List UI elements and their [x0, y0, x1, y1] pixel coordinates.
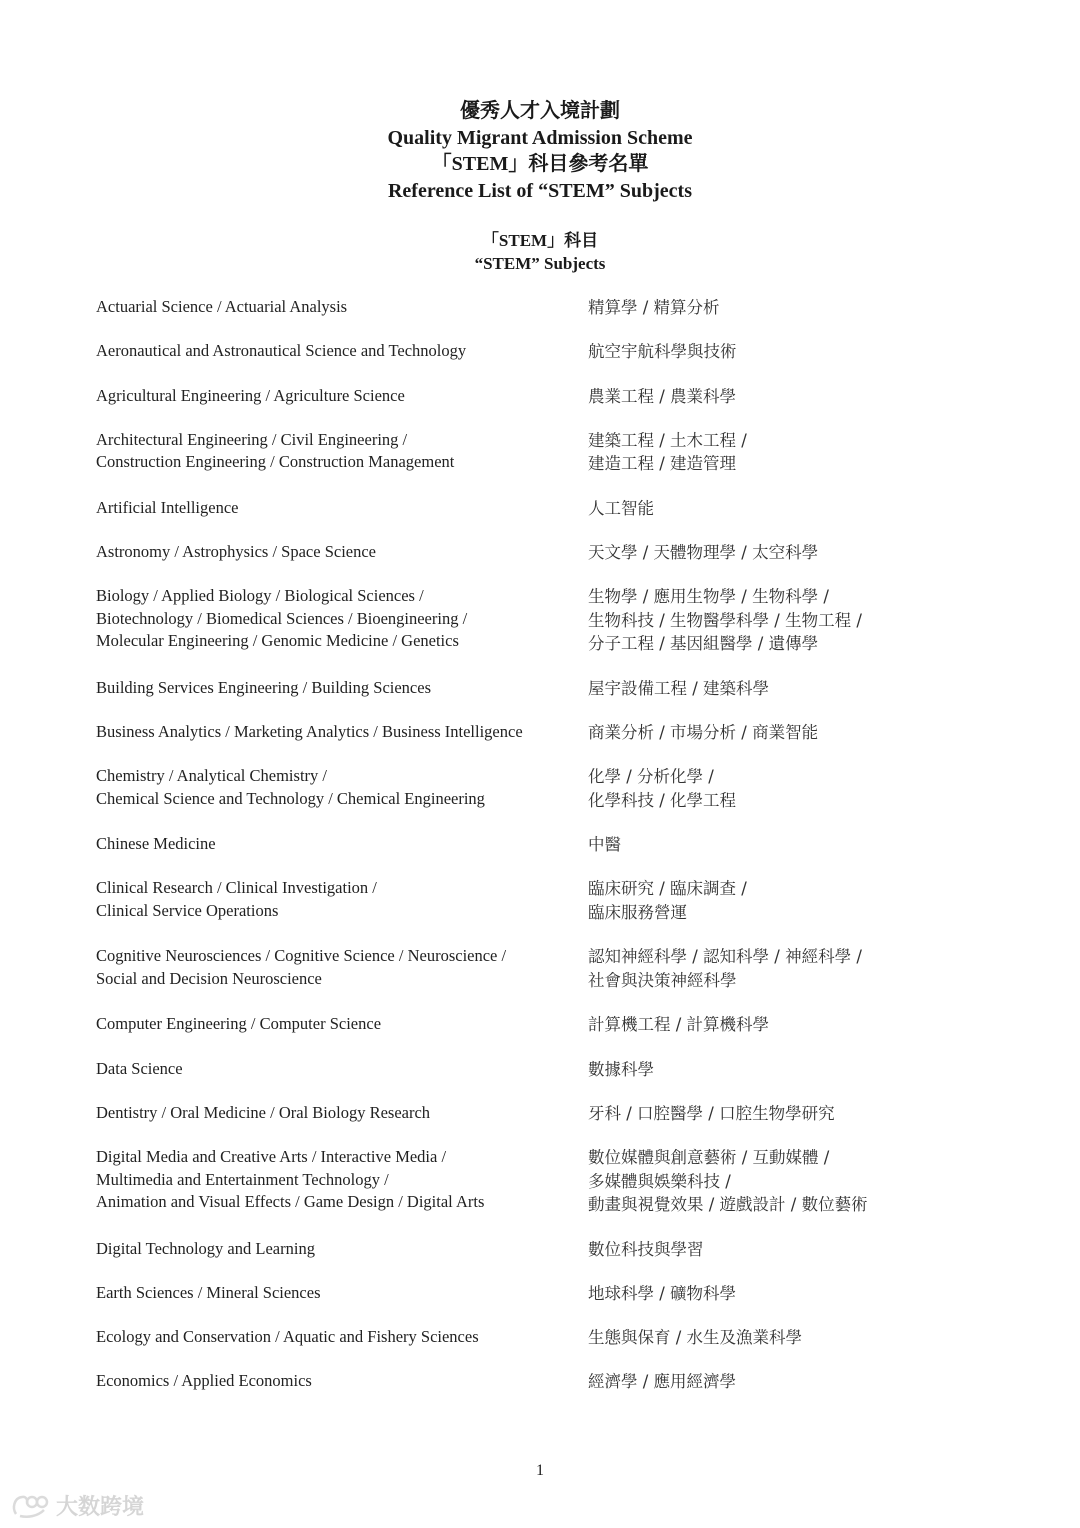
subject-row [0, 497, 1080, 521]
subject-zh-line: 生物學 / 應用生物學 / 生物科學 / [588, 587, 829, 607]
subject-row [0, 877, 1080, 924]
subject-zh-line: 化學 / 分析化學 / [588, 767, 714, 787]
subject-en-line: Clinical Service Operations [96, 901, 279, 921]
subject-zh [588, 340, 1028, 364]
subject-row [0, 541, 1080, 565]
subject-en [96, 541, 576, 564]
section-heading [0, 229, 1080, 275]
subject-en-line: Biology / Applied Biology / Biological Sciences / [96, 586, 424, 606]
subject-zh [588, 945, 1028, 992]
subtitle-en: Reference List of “STEM” Subjects [387, 179, 693, 202]
watermark-text: 大数跨境 [56, 1495, 145, 1520]
subject-zh-line: 臨床研究 / 臨床調查 / [588, 879, 747, 899]
subject-zh-line: 臨床服務營運 [588, 903, 687, 923]
title-zh: 優秀人才入境計劃 [460, 100, 620, 122]
subject-zh-line: 地球科學 / 礦物科學 [588, 1283, 737, 1303]
subject-en [96, 1013, 576, 1036]
subject-en [96, 1370, 576, 1393]
subject-row [0, 833, 1080, 857]
subject-zh-line: 中醫 [588, 835, 621, 855]
subject-en [96, 765, 576, 810]
subject-en [96, 340, 576, 363]
subject-en-line: Chemistry / Analytical Chemistry / [96, 766, 327, 786]
subject-en [96, 1326, 576, 1349]
subject-row [0, 1238, 1080, 1262]
subject-zh [588, 1102, 1028, 1126]
subject-en-line: Economics / Applied Economics [96, 1371, 312, 1391]
subject-zh-line: 屋宇設備工程 / 建築科學 [588, 678, 770, 698]
subject-zh-line: 認知神經科學 / 認知科學 / 神經科學 / [588, 947, 862, 967]
subject-en-line: Dentistry / Oral Medicine / Oral Biology Research [96, 1102, 431, 1122]
subject-zh-line: 精算學 / 精算分析 [588, 298, 720, 317]
subject-en-line: Digital Media and Creative Arts / Interactive Media / [96, 1147, 447, 1167]
subject-zh [588, 877, 1028, 924]
subject-zh-line: 人工智能 [588, 498, 654, 518]
subject-zh [588, 1326, 1028, 1350]
section-heading-zh: 「STEM」科目 [481, 231, 599, 250]
subject-en [96, 721, 576, 744]
document-header [0, 98, 1080, 204]
subject-zh [588, 721, 1028, 745]
subject-zh-line: 化學科技 / 化學工程 [588, 790, 737, 810]
subject-en [96, 429, 576, 474]
subject-row [0, 1370, 1080, 1394]
watermark [10, 1490, 144, 1521]
subject-en-line: Architectural Engineering / Civil Engineering / [96, 429, 408, 449]
subject-zh [588, 296, 1028, 320]
subject-zh-line: 數位科技與學習 [588, 1239, 704, 1259]
subject-en-line: Building Services Engineering / Building Sciences [96, 677, 431, 697]
subject-en-line: Ecology and Conservation / Aquatic and Fishery Sciences [96, 1327, 479, 1347]
subject-row [0, 677, 1080, 701]
subject-en [96, 833, 576, 856]
subject-row [0, 1102, 1080, 1126]
subject-en-line: Biotechnology / Biomedical Sciences / Bioengineering / [96, 608, 468, 628]
subject-en-line: Agricultural Engineering / Agriculture Science [96, 385, 405, 405]
subject-en-line: Molecular Engineering / Genomic Medicine / Genetics [96, 631, 459, 651]
subject-row [0, 721, 1080, 745]
subject-en [96, 677, 576, 700]
subject-zh-line: 農業工程 / 農業科學 [588, 386, 737, 406]
subject-zh-line: 生態與保育 / 水生及漁業科學 [588, 1328, 803, 1348]
subject-row [0, 585, 1080, 656]
section-heading-en: “STEM” Subjects [474, 254, 606, 273]
subject-zh-line: 動畫與視覺效果 / 遊戲設計 / 數位藝術 [588, 1195, 868, 1215]
subject-zh-line: 分子工程 / 基因組醫學 / 遺傳學 [588, 634, 819, 654]
subject-row [0, 945, 1080, 992]
subject-en [96, 1058, 576, 1081]
page-number: 1 [536, 1462, 544, 1479]
subject-en-line: Business Analytics / Marketing Analytics / Business Intelligence [96, 722, 523, 742]
subject-en [96, 1238, 576, 1261]
title-en: Quality Migrant Admission Scheme [387, 126, 693, 149]
subject-en-line: Computer Engineering / Computer Science [96, 1014, 382, 1034]
subject-zh [588, 1238, 1028, 1262]
subject-en-line: Chemical Science and Technology / Chemical Engineering [96, 788, 485, 808]
subject-zh [588, 585, 1028, 656]
subtitle-zh: 「STEM」科目參考名單 [431, 153, 649, 175]
subject-zh-line: 建築工程 / 土木工程 / [588, 430, 747, 450]
subject-row [0, 385, 1080, 409]
subject-zh-line: 牙科 / 口腔醫學 / 口腔生物學研究 [588, 1103, 835, 1123]
subject-en-line: Multimedia and Entertainment Technology / [96, 1169, 389, 1189]
subject-zh-line: 數位媒體與創意藝術 / 互動媒體 / [588, 1148, 830, 1168]
subject-en [96, 296, 576, 319]
subject-zh [588, 1146, 1028, 1217]
subject-row [0, 340, 1080, 364]
subject-en-line: Actuarial Science / Actuarial Analysis [96, 297, 348, 316]
subject-en-line: Digital Technology and Learning [96, 1238, 315, 1258]
subject-row [0, 296, 1080, 320]
subject-zh [588, 677, 1028, 701]
watermark-logo-icon [10, 1492, 50, 1520]
subject-row [0, 1326, 1080, 1350]
subject-zh-line: 航空宇航科學與技術 [588, 342, 737, 362]
subject-row [0, 1058, 1080, 1082]
subject-zh-line: 多媒體與娛樂科技 / [588, 1171, 731, 1191]
subject-en-line: Astronomy / Astrophysics / Space Science [96, 542, 377, 561]
subject-zh-line: 天文學 / 天體物理學 / 太空科學 [588, 543, 819, 562]
subject-row [0, 1013, 1080, 1037]
subject-zh [588, 1370, 1028, 1394]
subject-list [0, 296, 1080, 1415]
subject-zh [588, 833, 1028, 857]
subject-en-line: Animation and Visual Effects / Game Design / Digital Arts [96, 1192, 485, 1212]
subject-en [96, 385, 576, 408]
subject-row [0, 1146, 1080, 1217]
subject-row [0, 429, 1080, 476]
subject-zh [588, 497, 1028, 521]
subject-en-line: Earth Sciences / Mineral Sciences [96, 1282, 321, 1302]
subject-zh [588, 765, 1028, 812]
subject-zh [588, 541, 1028, 565]
subject-zh [588, 1013, 1028, 1037]
subject-zh [588, 1282, 1028, 1306]
subject-en [96, 945, 576, 990]
subject-en [96, 877, 576, 922]
subject-en-line: Social and Decision Neuroscience [96, 968, 322, 988]
subject-zh [588, 1058, 1028, 1082]
subject-en-line: Chinese Medicine [96, 834, 216, 854]
subject-row [0, 1282, 1080, 1306]
subject-en [96, 1146, 576, 1214]
subject-zh-line: 經濟學 / 應用經濟學 [588, 1372, 737, 1392]
subject-en-line: Clinical Research / Clinical Investigation / [96, 878, 377, 898]
subject-en-line: Artificial Intelligence [96, 497, 239, 517]
subject-zh-line: 商業分析 / 市場分析 / 商業智能 [588, 723, 819, 743]
subject-zh [588, 429, 1028, 476]
subject-zh-line: 社會與決策神經科學 [588, 970, 737, 990]
subject-zh [588, 385, 1028, 409]
subject-en-line: Cognitive Neurosciences / Cognitive Science / Neuroscience / [96, 946, 507, 966]
subject-zh-line: 生物科技 / 生物醫學科學 / 生物工程 / [588, 610, 862, 630]
subject-en [96, 1282, 576, 1305]
subject-en-line: Data Science [96, 1058, 183, 1078]
subject-en [96, 1102, 576, 1125]
subject-row [0, 765, 1080, 812]
subject-en [96, 585, 576, 653]
subject-en [96, 497, 576, 520]
subject-zh-line: 計算機工程 / 計算機科學 [588, 1015, 770, 1035]
subject-en-line: Aeronautical and Astronautical Science and Technology [96, 341, 467, 361]
subject-en-line: Construction Engineering / Construction Management [96, 452, 455, 472]
subject-zh-line: 數據科學 [588, 1059, 654, 1079]
subject-zh-line: 建造工程 / 建造管理 [588, 454, 737, 474]
